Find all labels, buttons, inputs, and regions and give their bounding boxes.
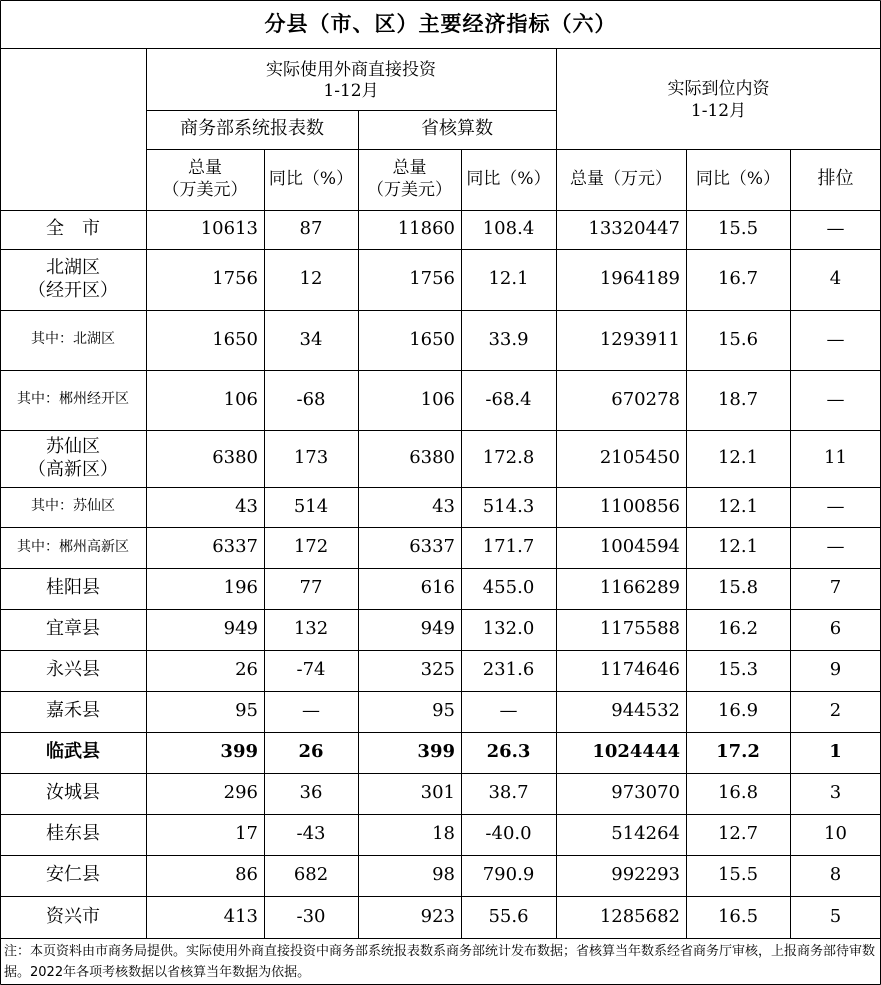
table-cell: 6380: [409, 447, 455, 469]
table-cell: 1756: [409, 268, 455, 290]
table-cell: 43: [432, 495, 455, 517]
table-cell: 514.3: [482, 495, 535, 517]
row-name: [0, 855, 146, 896]
table-cell: 17.2: [716, 741, 760, 763]
row-name-line: 其中：郴州经开区: [17, 391, 129, 408]
table-cell: 5: [829, 905, 842, 927]
header-total-label: 总量: [392, 158, 427, 179]
table-cell: —: [499, 700, 518, 722]
header-yoy-3: 同比（%）: [695, 168, 781, 189]
table-cell: 106: [223, 388, 258, 410]
header-total-unit: （万美元）: [367, 179, 452, 200]
table-cell: 1175588: [599, 618, 680, 640]
header-domestic-label: 实际到位内资: [667, 79, 770, 100]
table-cell: 16.2: [717, 618, 759, 640]
table-cell: -40.0: [485, 823, 532, 845]
table-cell: 10: [824, 823, 847, 845]
table-cell: 949: [223, 618, 258, 640]
row-name-line: 安仁县: [46, 864, 100, 886]
header-total-usd-1: [146, 149, 264, 210]
table-cell: 1004594: [599, 536, 680, 558]
table-cell: 949: [420, 618, 455, 640]
header-rank: 排位: [817, 168, 854, 190]
header-total-unit: （万美元）: [162, 179, 248, 200]
row-name-line: 永兴县: [46, 659, 100, 681]
row-name: [0, 609, 146, 650]
row-name-line: 其中：郴州高新区: [17, 538, 129, 555]
table-cell: 15.5: [717, 218, 759, 240]
row-name: [0, 691, 146, 732]
table-cell: 8: [829, 864, 842, 886]
row-name-line: 其中：北湖区: [31, 331, 115, 348]
table-cell: 11860: [397, 218, 455, 240]
table-cell: 196: [223, 577, 258, 599]
table-cell: 1: [829, 741, 842, 763]
table-cell: 6: [829, 618, 842, 640]
table-cell: -74: [296, 659, 326, 681]
row-name-line: 全 市: [46, 218, 100, 240]
table-cell: 992293: [611, 864, 680, 886]
row-name-line: 北湖区: [46, 257, 100, 278]
table-cell: 399: [417, 741, 455, 763]
row-name-line: （经开区）: [28, 279, 118, 301]
table-cell: 413: [223, 905, 258, 927]
table-cell: 6337: [212, 536, 258, 558]
table-cell: 86: [235, 864, 258, 886]
table-cell: 1100856: [599, 495, 680, 517]
table-cell: 4: [829, 268, 842, 290]
row-name: [0, 249, 146, 310]
row-name: [0, 732, 146, 773]
row-name-line: 桂东县: [46, 823, 100, 845]
table-cell: 13320447: [588, 218, 680, 240]
table-cell: 108.4: [482, 218, 535, 240]
table-cell: 17: [235, 823, 258, 845]
row-name: [0, 773, 146, 814]
table-cell: 12.7: [717, 823, 759, 845]
row-name-line: 汝城县: [46, 782, 100, 804]
table-cell: 1650: [409, 328, 455, 350]
header-mofcom: 商务部系统报表数: [180, 118, 324, 140]
header-domestic-period: 1-12月: [690, 100, 747, 121]
table-cell: —: [826, 495, 845, 517]
table-cell: 6380: [212, 447, 258, 469]
header-fdi-period: 1-12月: [323, 81, 379, 101]
row-name: [0, 310, 146, 370]
table-cell: 399: [220, 741, 258, 763]
header-total-label: 总量: [188, 158, 222, 179]
table-cell: —: [826, 218, 845, 240]
header-yoy-2: 同比（%）: [466, 168, 551, 189]
row-name: [0, 487, 146, 527]
table-cell: 95: [432, 700, 455, 722]
table-cell: 12.1: [717, 495, 759, 517]
table-cell: 26.3: [486, 741, 531, 763]
table-cell: 15.3: [717, 659, 759, 681]
table-cell: 9: [829, 659, 842, 681]
table-cell: 1166289: [599, 577, 680, 599]
table-cell: 455.0: [482, 577, 535, 599]
table-cell: 3: [829, 782, 842, 804]
table-cell: 1964189: [599, 268, 680, 290]
row-name: [0, 430, 146, 487]
header-yoy-1: 同比（%）: [268, 168, 354, 189]
table-cell: 12.1: [488, 268, 529, 290]
table-cell: 172.8: [482, 447, 535, 469]
table-cell: 77: [299, 577, 323, 599]
table-cell: 973070: [611, 782, 680, 804]
table-cell: 12.1: [717, 447, 759, 469]
row-name-line: 桂阳县: [46, 577, 100, 599]
table-cell: 15.8: [717, 577, 759, 599]
table-cell: 12: [299, 268, 323, 290]
table-cell: 2105450: [599, 447, 680, 469]
table-cell: 106: [420, 388, 455, 410]
table-cell: 325: [420, 659, 455, 681]
row-name: [0, 370, 146, 430]
table-title: 分县（市、区）主要经济指标（六）: [264, 10, 617, 36]
row-name-line: 嘉禾县: [46, 700, 100, 722]
table-cell: 296: [223, 782, 258, 804]
table-cell: 16.5: [717, 905, 759, 927]
header-total-cny: 总量（万元）: [570, 168, 672, 189]
table-cell: —: [302, 700, 320, 722]
table-cell: 95: [235, 700, 258, 722]
header-domestic-group: [556, 52, 881, 149]
table-cell: 16.8: [717, 782, 759, 804]
table-cell: 171.7: [482, 536, 535, 558]
table-cell: 18: [432, 823, 455, 845]
row-name-line: 宜章县: [46, 618, 100, 640]
table-cell: -68: [296, 388, 326, 410]
row-name-line: （高新区）: [28, 458, 118, 480]
table-cell: -43: [296, 823, 326, 845]
table-cell: 43: [235, 495, 258, 517]
table-cell: 38.7: [488, 782, 529, 804]
table-cell: 16.9: [717, 700, 759, 722]
row-name: [0, 814, 146, 855]
table-cell: 132: [293, 618, 329, 640]
table-cell: 923: [420, 905, 455, 927]
row-name-line: 其中：苏仙区: [31, 498, 115, 515]
header-fdi-group: [146, 52, 556, 110]
row-name: [0, 650, 146, 691]
header-fdi-label: 实际使用外商直接投资: [266, 59, 436, 80]
table-cell: 616: [420, 577, 455, 599]
header-total-usd-2: [358, 149, 461, 210]
table-cell: 1650: [212, 328, 258, 350]
table-cell: 18.7: [717, 388, 759, 410]
row-name: [0, 527, 146, 568]
table-cell: 1285682: [599, 905, 680, 927]
row-name-line: 资兴市: [46, 905, 100, 927]
row-name-line: 临武县: [46, 741, 100, 763]
table-cell: 132.0: [482, 618, 535, 640]
table-cell: 34: [299, 328, 323, 350]
table-cell: 26: [298, 741, 324, 763]
row-name-line: 苏仙区: [46, 436, 100, 457]
table-cell: 7: [829, 577, 842, 599]
row-name: [0, 896, 146, 938]
table-cell: 682: [293, 864, 329, 886]
table-cell: 36: [299, 782, 323, 804]
table-cell: 15.5: [717, 864, 759, 886]
table-cell: 1024444: [592, 741, 680, 763]
footnote: 注：本页资料由市商务局提供。实际使用外商直接投资中商务部系统报表数系商务部统计发布数据；省核算当年数系经省商务厅审核，上报商务部待审数据。2022年各项考核数据以省核算当年数据为依据。: [4, 944, 876, 980]
table-cell: 16.7: [717, 268, 759, 290]
table-cell: -30: [296, 905, 326, 927]
row-name: [0, 210, 146, 249]
table-cell: -68.4: [485, 388, 532, 410]
table-cell: —: [826, 388, 845, 410]
table-cell: 1756: [212, 268, 258, 290]
table-cell: —: [826, 536, 845, 558]
table-cell: 2: [829, 700, 842, 722]
table-cell: 514264: [611, 823, 680, 845]
table-cell: 98: [432, 864, 455, 886]
table-cell: 87: [299, 218, 323, 240]
table-cell: 12.1: [717, 536, 759, 558]
table-cell: 1174646: [599, 659, 680, 681]
table-cell: 172: [293, 536, 329, 558]
table-cell: —: [826, 328, 845, 350]
table-cell: 944532: [611, 700, 680, 722]
table-cell: 6337: [409, 536, 455, 558]
table-cell: 301: [420, 782, 455, 804]
table-cell: 231.6: [482, 659, 535, 681]
table-cell: 514: [293, 495, 329, 517]
table-cell: 55.6: [488, 905, 529, 927]
table-cell: 26: [235, 659, 258, 681]
row-name: [0, 568, 146, 609]
table-cell: 10613: [200, 218, 258, 240]
header-province: 省核算数: [421, 118, 493, 140]
table-cell: 33.9: [488, 328, 529, 350]
table-cell: 11: [824, 447, 847, 469]
table-cell: 1293911: [599, 328, 680, 350]
table-cell: 15.6: [717, 328, 759, 350]
table-cell: 670278: [611, 388, 680, 410]
table-cell: 790.9: [482, 864, 535, 886]
table-cell: 173: [293, 447, 329, 469]
